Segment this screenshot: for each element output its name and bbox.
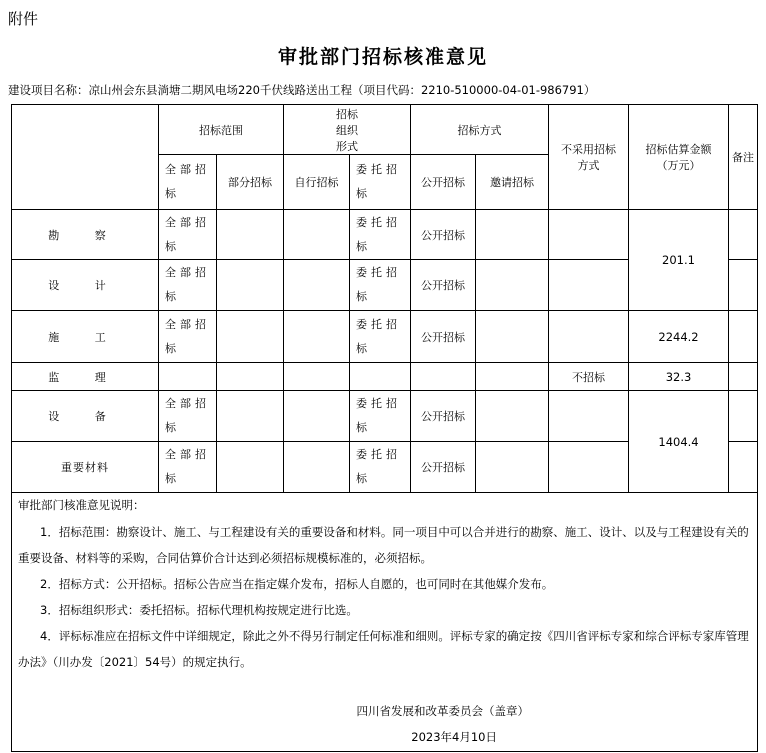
- cell-self-tender: [284, 210, 350, 260]
- cell-invited-tender: [476, 442, 549, 493]
- cell-remark: [729, 260, 758, 311]
- cell-entrusted-tender: 委托招标: [350, 391, 411, 442]
- cell-open-tender: [411, 363, 476, 391]
- cell-entrusted-tender: [350, 363, 411, 391]
- note-item-evaluation: 4．评标标准应在招标文件中详细规定，除此之外不得另行制定任何标准和细则。评标专家的确定按《四川省评标专家和综合评标专家库管理办法》（川办发〔2021〕54号）的规定执行。: [18, 629, 749, 669]
- cell-remark: [729, 391, 758, 442]
- attachment-label: 附件: [8, 10, 39, 28]
- cell-invited-tender: [476, 391, 549, 442]
- cell-open-tender: 公开招标: [411, 260, 476, 311]
- header-estimate: 招标估算金额（万元）: [629, 105, 729, 210]
- header-open-tender: 公开招标: [411, 155, 476, 210]
- cell-partial-tender: [217, 363, 284, 391]
- header-self-tender: 自行招标: [284, 155, 350, 210]
- cell-invited-tender: [476, 260, 549, 311]
- note-item-method: 2．招标方式：公开招标。招标公告应当在指定媒介发布，招标人自愿的，也可同时在其他媒介发布。: [40, 577, 554, 591]
- header-partial-tender: 部分招标: [217, 155, 284, 210]
- table-row-construction: [12, 311, 758, 363]
- cell-full-tender: [159, 363, 217, 391]
- table-row-equipment: [12, 391, 758, 442]
- row-category: 设 计: [12, 260, 159, 311]
- header-scope: 招标范围: [159, 105, 284, 155]
- cell-partial-tender: [217, 391, 284, 442]
- cell-self-tender: [284, 363, 350, 391]
- header-remark: 备注: [729, 105, 758, 210]
- cell-no-tender: [549, 311, 629, 363]
- cell-invited-tender: [476, 210, 549, 260]
- cell-full-tender: 全部招标: [159, 210, 217, 260]
- header-invited-tender: 邀请招标: [476, 155, 549, 210]
- cell-open-tender: 公开招标: [411, 391, 476, 442]
- page-title: 审批部门招标核准意见: [277, 46, 488, 68]
- header-category-blank: [12, 105, 159, 210]
- cell-partial-tender: [217, 210, 284, 260]
- cell-self-tender: [284, 442, 350, 493]
- cell-full-tender: 全部招标: [159, 311, 217, 363]
- cell-entrusted-tender: 委托招标: [350, 442, 411, 493]
- cell-open-tender: 公开招标: [411, 311, 476, 363]
- cell-amount: 32.3: [629, 363, 729, 391]
- cell-self-tender: [284, 260, 350, 311]
- cell-open-tender: 公开招标: [411, 442, 476, 493]
- issuer-signature: 四川省发展和改革委员会（盖章）: [356, 704, 529, 718]
- cell-no-tender: [549, 210, 629, 260]
- cell-amount-survey-design: 201.1: [629, 210, 729, 311]
- cell-open-tender: 公开招标: [411, 210, 476, 260]
- header-entrusted-tender: 委托招标: [350, 155, 411, 210]
- cell-remark: [729, 210, 758, 260]
- cell-remark: [729, 311, 758, 363]
- note-item-scope: 1．招标范围：勘察设计、施工、与工程建设有关的重要设备和材料。同一项目中可以合并进行的勘察、施工、设计、以及与工程建设有关的重要设备、材料等的采购，合同估算价合计达到必须招标规模标准的，必须招标。: [18, 525, 749, 565]
- cell-full-tender: 全部招标: [159, 391, 217, 442]
- table-row-supervision: [12, 363, 758, 391]
- cell-no-tender: [549, 391, 629, 442]
- cell-amount: 2244.2: [629, 311, 729, 363]
- cell-partial-tender: [217, 260, 284, 311]
- approval-notes: [12, 493, 758, 752]
- cell-invited-tender: [476, 311, 549, 363]
- header-full-tender: 全部招标: [159, 155, 217, 210]
- cell-entrusted-tender: 委托招标: [350, 311, 411, 363]
- cell-remark: [729, 363, 758, 391]
- cell-full-tender: 全部招标: [159, 260, 217, 311]
- cell-invited-tender: [476, 363, 549, 391]
- header-no-tender: 不采用招标方式: [549, 105, 629, 210]
- header-org-form: 招标组织形式: [284, 105, 411, 155]
- row-category: 施 工: [12, 311, 159, 363]
- cell-self-tender: [284, 391, 350, 442]
- cell-no-tender: [549, 442, 629, 493]
- cell-full-tender: 全部招标: [159, 442, 217, 493]
- approval-table: [11, 104, 758, 752]
- cell-partial-tender: [217, 311, 284, 363]
- row-category: 勘 察: [12, 210, 159, 260]
- cell-partial-tender: [217, 442, 284, 493]
- note-item-org-form: 3．招标组织形式：委托招标。招标代理机构按规定进行比选。: [40, 603, 358, 617]
- cell-no-tender: 不招标: [549, 363, 629, 391]
- cell-remark: [729, 442, 758, 493]
- cell-entrusted-tender: 委托招标: [350, 210, 411, 260]
- cell-no-tender: [549, 260, 629, 311]
- table-row-survey: [12, 210, 758, 260]
- cell-entrusted-tender: 委托招标: [350, 260, 411, 311]
- issue-date: 2023年4月10日: [411, 730, 497, 744]
- project-name-line: 建设项目名称：凉山州会东县淌塘二期风电场220千伏线路送出工程（项目代码：2210-510000-04-01-986791）: [8, 83, 596, 97]
- row-category: 重要材料: [12, 442, 159, 493]
- row-category: 设 备: [12, 391, 159, 442]
- notes-heading: 审批部门核准意见说明：: [18, 498, 145, 512]
- row-category: 监 理: [12, 363, 159, 391]
- cell-self-tender: [284, 311, 350, 363]
- cell-amount-equipment-materials: 1404.4: [629, 391, 729, 493]
- header-method: 招标方式: [411, 105, 549, 155]
